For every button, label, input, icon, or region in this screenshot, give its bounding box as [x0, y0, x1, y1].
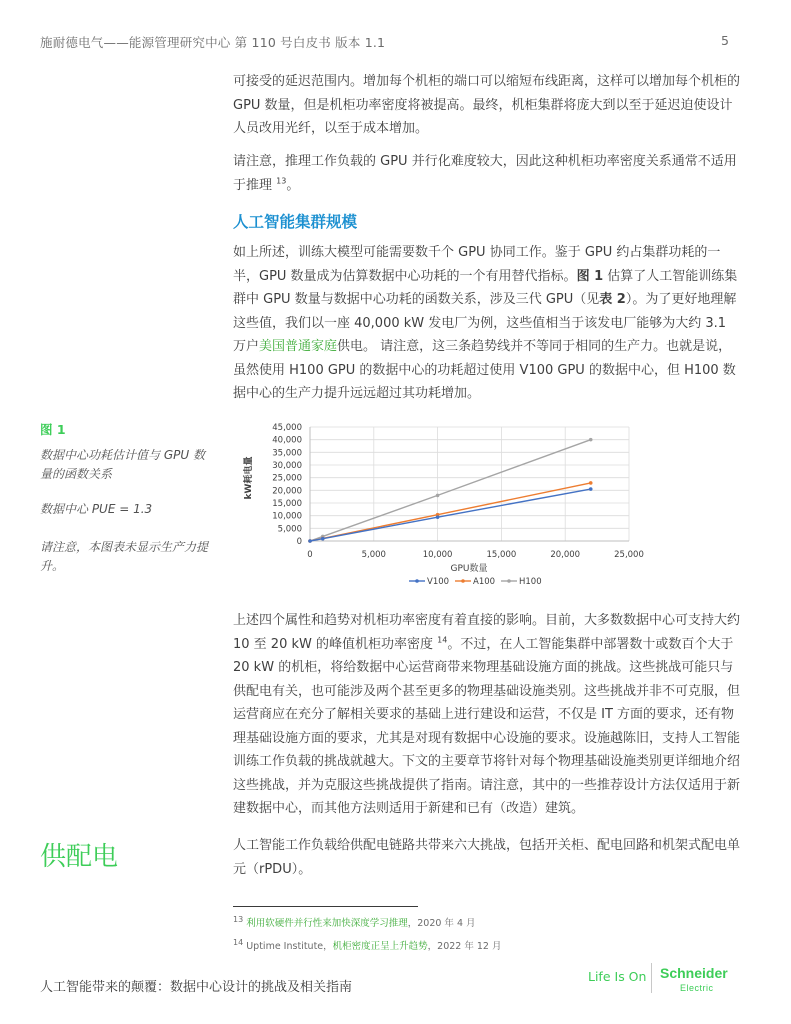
logo-divider — [651, 963, 652, 993]
intro-paragraph-2-text: 请注意，推理工作负载的 GPU 并行化难度较大，因此这种机柜功率密度关系通常不适用于推理 — [233, 154, 737, 193]
power-vs-gpu-chart — [233, 418, 653, 596]
point-h100-2 — [436, 494, 440, 498]
after-chart-text-b: 。不过，在人工智能集群中部署数十或数百个大于 20 kW 的机柜，将给数据中心运营商带来物理基础设施方面的挑战。这些挑战可能只与供配电有关，也可能涉及两个甚至更多的物理基础设施类别。这些挑战并非不可克服，但运营商应在充分了解相关要求的基础上进行建设和运营，不仅是 IT 方面的要求，还有物理基础设施方面的要求，尤其是对现有数据中心设施的要求。设施越陈旧，支持人工智能训练工作负载的挑战就越大。下文的主要章节将针对每个物理基础设施类别更详细地介绍这些挑战，并为克服这些挑战提供了指南。请注意，其中的一些推荐设计方法仅适用于新建数据中心，而其他方法则适用于新建和已有（改造）建筑。 — [233, 636, 741, 816]
chart-x-ticks — [307, 550, 644, 560]
figure-label: 图 1 — [40, 422, 66, 437]
point-a100-3 — [589, 481, 593, 485]
y-tick-label: 35,000 — [272, 448, 302, 459]
footnote-ref-13[interactable]: 13 — [276, 176, 287, 186]
x-tick-label: 20,000 — [550, 550, 581, 560]
legend-marker-h100 — [507, 579, 511, 583]
x-tick-label: 25,000 — [614, 550, 644, 560]
power-distribution-paragraph — [233, 834, 741, 881]
point-v100-1 — [321, 537, 325, 541]
chart-y-axis-label: kW耗电量 — [244, 456, 254, 500]
header-title: 施耐德电气——能源管理研究中心 第 110 号白皮书 版本 1.1 — [40, 35, 386, 50]
intro-paragraph-2-end: 。 — [286, 177, 300, 193]
footnote-divider — [233, 906, 418, 907]
point-h100-3 — [589, 438, 593, 442]
x-tick-label: 10,000 — [422, 550, 453, 560]
schneider-logo: Schneider — [660, 965, 728, 981]
intro-paragraph-2 — [233, 150, 741, 197]
us-households-link[interactable]: 美国普通家庭 — [259, 339, 338, 354]
section-paragraph — [233, 241, 741, 406]
point-v100-3 — [589, 487, 593, 491]
legend-label-v100: V100 — [427, 577, 450, 587]
section-text-d: 供电。 请注意，这三条趋势线并不等同于相同的生产力。也就是说，虽然使用 H100 GPU 的数据中心的功耗超过使用 V100 GPU 的数据中心，但 H100 数据中心的生产力提升远远超过其功耗增加。 — [233, 339, 736, 401]
series-line-v100 — [310, 489, 591, 541]
footnote-13-link[interactable]: 利用软硬件并行性来加快深度学习推理 — [246, 918, 408, 929]
y-tick-label: 15,000 — [272, 499, 302, 509]
point-v100-2 — [436, 515, 440, 519]
y-tick-label: 5,000 — [277, 524, 302, 535]
y-tick-label: 45,000 — [272, 423, 302, 433]
figure-caption-pue: 数据中心 PUE = 1.3 — [40, 502, 153, 516]
legend-label-a100: A100 — [473, 577, 496, 587]
power-distribution-heading: 供配电 — [40, 842, 119, 872]
schneider-logo-sub: Electric — [680, 983, 714, 993]
footnote-14 — [233, 938, 501, 952]
footnote-14-date: ，2022 年 12 月 — [427, 941, 502, 952]
footnote-ref-14[interactable]: 14 — [437, 635, 448, 645]
x-tick-label: 5,000 — [361, 550, 386, 560]
figure-caption-title: 数据中心功耗估计值与 GPU 数量的函数关系 — [40, 448, 205, 481]
section-text-a: 如上所述，训练大模型可能需要数千个 GPU 协同工作。鉴于 GPU 约占集群功耗的一半，GPU 数量成为估算数据中心功耗的一个有用替代指标。 — [233, 245, 721, 284]
figure-reference[interactable]: 图 1 — [576, 268, 604, 284]
x-tick-label: 15,000 — [486, 550, 517, 560]
section-text-c: ）。为了更好地理解这些值，我们以一座 40,000 kW 发电厂为例，这些值相当于该发电厂能够为大约 3.1 万户 — [233, 292, 737, 354]
after-chart-paragraph — [233, 609, 741, 821]
y-tick-label: 30,000 — [272, 461, 302, 471]
footnote-14-source: Uptime Institute， — [246, 941, 333, 952]
x-tick-label: 0 — [307, 550, 313, 560]
legend-marker-a100 — [461, 579, 465, 583]
page-number: 5 — [721, 33, 729, 48]
footer-title: 人工智能带来的颠覆：数据中心设计的挑战及相关指南 — [40, 980, 353, 995]
life-is-on-tagline: Life Is On — [588, 969, 647, 984]
legend-label-h100: H100 — [519, 577, 542, 587]
chart-x-axis-label: GPU数量 — [450, 564, 488, 574]
footnote-14-link[interactable]: 机柜密度正呈上升趋势 — [332, 941, 428, 952]
section-heading-ai-cluster: 人工智能集群规模 — [233, 213, 358, 231]
footnote-13-date: ，2020 年 4 月 — [407, 918, 476, 929]
legend-marker-v100 — [415, 579, 419, 583]
section-text-b: 估算了人工智能训练集群中 GPU 数量与数据中心功耗的函数关系，涉及三代 GPU（见 — [233, 268, 738, 307]
power-distribution-text: 人工智能工作负载给供配电链路共带来六大挑战，包括开关柜、配电回路和机架式配电单元（rPDU）。 — [233, 838, 741, 877]
series-line-a100 — [310, 483, 591, 541]
footnote-13 — [233, 915, 476, 929]
figure-caption-note: 请注意，本图表未显示生产力提升。 — [40, 540, 209, 573]
y-tick-label: 25,000 — [272, 473, 302, 484]
table-reference[interactable]: 表 2 — [599, 292, 626, 307]
point-v100-0 — [308, 539, 312, 543]
y-tick-label: 40,000 — [272, 435, 302, 446]
intro-paragraph-1-text: 可接受的延迟范围内。增加每个机柜的端口可以缩短布线距离，这样可以增加每个机柜的 GPU 数量，但是机柜功率密度将被提高。最终，机柜集群将庞大到以至于延迟迫使设计人员改用光纤，以至于成本增加。 — [233, 74, 741, 136]
chart-legend — [409, 577, 542, 587]
y-tick-label: 20,000 — [272, 486, 302, 497]
footnote-14-number: 14 — [233, 937, 244, 947]
intro-paragraph-1 — [233, 70, 741, 141]
y-tick-label: 0 — [296, 537, 302, 547]
footnote-13-number: 13 — [233, 914, 244, 924]
after-chart-text-a: 上述四个属性和趋势对机柜功率密度有着直接的影响。目前，大多数数据中心可支持大约 10 至 20 kW 的峰值机柜功率密度 — [233, 613, 741, 652]
chart-y-ticks — [272, 423, 302, 547]
y-tick-label: 10,000 — [272, 511, 302, 522]
